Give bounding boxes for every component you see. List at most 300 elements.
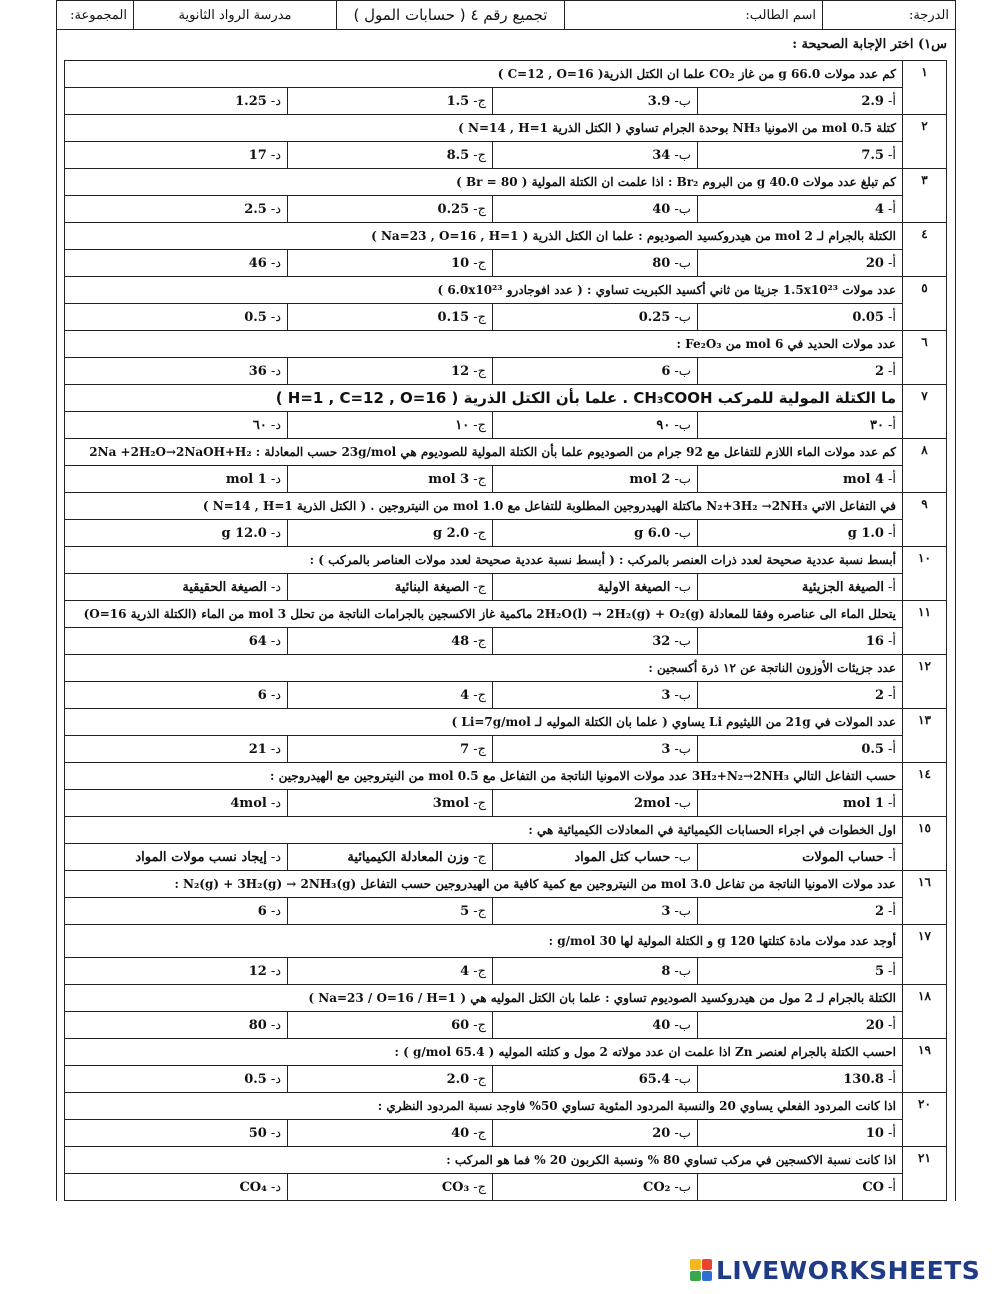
option-value: 21 bbox=[248, 741, 267, 757]
option-b[interactable] bbox=[493, 412, 698, 439]
option-c[interactable] bbox=[288, 358, 493, 385]
option-c[interactable] bbox=[288, 682, 493, 709]
question-stem: كم عدد مولات 66.0 g من غاز CO₂ علما ان الكتل الذرية( C=12 , O=16 ) bbox=[65, 61, 903, 88]
option-a[interactable] bbox=[698, 736, 903, 763]
option-value: وزن المعادلة الكيميائية bbox=[347, 849, 470, 865]
option-value: 0.5 bbox=[861, 741, 884, 757]
option-a[interactable] bbox=[698, 1012, 903, 1039]
question-row bbox=[65, 985, 947, 1012]
option-b[interactable] bbox=[493, 304, 698, 331]
option-label: ج- bbox=[473, 633, 486, 649]
option-c[interactable] bbox=[288, 898, 493, 925]
option-value: ٦٠ bbox=[252, 417, 267, 433]
option-b[interactable] bbox=[493, 574, 698, 601]
option-value: 40 bbox=[451, 1125, 470, 1141]
question-row bbox=[65, 439, 947, 466]
option-c[interactable] bbox=[288, 1012, 493, 1039]
option-a[interactable] bbox=[698, 412, 903, 439]
option-label: ج- bbox=[473, 687, 486, 703]
option-label: أ- bbox=[887, 309, 896, 325]
option-value: 80 bbox=[248, 1017, 267, 1033]
questions-table bbox=[64, 60, 947, 1201]
option-d[interactable] bbox=[65, 88, 288, 115]
option-d[interactable] bbox=[65, 412, 288, 439]
option-value: 1.5 bbox=[446, 93, 470, 109]
option-label: ب- bbox=[674, 579, 691, 595]
option-value: 1.25 bbox=[235, 93, 267, 109]
option-value: 3mol bbox=[432, 795, 470, 811]
option-label: ب- bbox=[674, 309, 691, 325]
option-b[interactable] bbox=[493, 1120, 698, 1147]
option-value: 40 bbox=[652, 201, 671, 217]
option-d[interactable] bbox=[65, 196, 288, 223]
option-label: د- bbox=[270, 687, 281, 703]
option-label: د- bbox=[270, 903, 281, 919]
option-d[interactable] bbox=[65, 790, 288, 817]
group-cell[interactable] bbox=[57, 1, 134, 30]
option-label: ج- bbox=[473, 93, 486, 109]
option-label: ج- bbox=[473, 579, 486, 595]
option-value: ١٠ bbox=[455, 417, 470, 433]
worksheet bbox=[56, 0, 956, 1201]
option-value: 48 bbox=[451, 633, 470, 649]
option-label: ب- bbox=[674, 471, 691, 487]
option-label: ب- bbox=[674, 741, 691, 757]
option-a[interactable] bbox=[698, 250, 903, 277]
option-label: ج- bbox=[473, 309, 486, 325]
option-value: 130.8 bbox=[843, 1071, 884, 1087]
option-b[interactable] bbox=[493, 790, 698, 817]
option-d[interactable] bbox=[65, 358, 288, 385]
worksheet-title: تجميع رقم ٤ ( حسابات المول ) bbox=[337, 1, 565, 30]
option-a[interactable] bbox=[698, 520, 903, 547]
option-label: أ- bbox=[887, 903, 896, 919]
question-row bbox=[65, 547, 947, 574]
option-value: الصيغة الاولية bbox=[597, 579, 671, 595]
option-value: 17 bbox=[248, 147, 267, 163]
question-row bbox=[65, 1039, 947, 1066]
option-value: 2 bbox=[874, 687, 884, 703]
option-value: CO₃ bbox=[441, 1179, 470, 1195]
option-label: أ- bbox=[887, 1071, 896, 1087]
question-row bbox=[65, 871, 947, 898]
question-row bbox=[65, 1147, 947, 1174]
option-value: 0.05 bbox=[852, 309, 884, 325]
question-row bbox=[65, 763, 947, 790]
option-label: أ- bbox=[887, 579, 896, 595]
option-d[interactable] bbox=[65, 1174, 288, 1201]
option-b[interactable] bbox=[493, 1066, 698, 1093]
option-label: أ- bbox=[887, 1179, 896, 1195]
option-label: د- bbox=[270, 363, 281, 379]
option-label: أ- bbox=[887, 1017, 896, 1033]
option-label: د- bbox=[270, 579, 281, 595]
option-c[interactable] bbox=[288, 790, 493, 817]
option-a[interactable] bbox=[698, 358, 903, 385]
option-label: ج- bbox=[473, 417, 486, 433]
option-d[interactable] bbox=[65, 250, 288, 277]
option-d[interactable] bbox=[65, 466, 288, 493]
option-d[interactable] bbox=[65, 574, 288, 601]
option-value: 2.9 bbox=[861, 93, 884, 109]
option-label: ب- bbox=[674, 93, 691, 109]
options-row bbox=[65, 628, 947, 655]
option-label: ج- bbox=[473, 1179, 486, 1195]
option-a[interactable] bbox=[698, 844, 903, 871]
option-label: ب- bbox=[674, 795, 691, 811]
option-a[interactable] bbox=[698, 574, 903, 601]
option-label: د- bbox=[270, 795, 281, 811]
grade-label: الدرجة: bbox=[908, 7, 949, 23]
school-name: مدرسة الرواد الثانوية bbox=[134, 1, 337, 30]
option-label: أ- bbox=[887, 963, 896, 979]
question-number: ٢ bbox=[903, 115, 947, 169]
option-value: 0.25 bbox=[638, 309, 671, 325]
option-d[interactable] bbox=[65, 520, 288, 547]
question-stem: كم تبلغ عدد مولات 40.0 g من البروم Br₂ : اذا علمت ان الكتلة المولية ( Br = 80 ) bbox=[65, 169, 903, 196]
option-d[interactable] bbox=[65, 1120, 288, 1147]
option-a[interactable] bbox=[698, 196, 903, 223]
options-row bbox=[65, 466, 947, 493]
options-row bbox=[65, 898, 947, 925]
option-value: 20 bbox=[652, 1125, 671, 1141]
option-label: ب- bbox=[674, 633, 691, 649]
option-value: 0.5 bbox=[244, 1071, 267, 1087]
options-row bbox=[65, 520, 947, 547]
question-stem: أوجد عدد مولات مادة كتلتها 120 g و الكتلة المولية لها 30 g/mol : bbox=[65, 925, 903, 958]
options-row bbox=[65, 958, 947, 985]
option-d[interactable] bbox=[65, 844, 288, 871]
option-label: ب- bbox=[674, 687, 691, 703]
question-stem: كتلة 0.5 mol من الامونيا NH₃ بوحدة الجرام تساوي ( الكتل الذرية N=14 , H=1 ) bbox=[65, 115, 903, 142]
option-label: أ- bbox=[887, 255, 896, 271]
options-row bbox=[65, 844, 947, 871]
option-value: الصيغة الحقيقية bbox=[182, 579, 267, 595]
option-label: أ- bbox=[887, 633, 896, 649]
logo-square bbox=[702, 1259, 713, 1270]
option-c[interactable] bbox=[288, 844, 493, 871]
question-number: ١٦ bbox=[903, 871, 947, 925]
option-d[interactable] bbox=[65, 628, 288, 655]
question-number: ٢٠ bbox=[903, 1093, 947, 1147]
option-b[interactable] bbox=[493, 682, 698, 709]
options-row bbox=[65, 790, 947, 817]
option-a[interactable] bbox=[698, 682, 903, 709]
option-label: ب- bbox=[674, 363, 691, 379]
options-row bbox=[65, 412, 947, 439]
option-a[interactable] bbox=[698, 1066, 903, 1093]
question-number: ١٥ bbox=[903, 817, 947, 871]
option-label: ج- bbox=[473, 963, 486, 979]
option-value: 8 bbox=[661, 963, 671, 979]
options-row bbox=[65, 682, 947, 709]
question-stem: عدد مولات الامونيا الناتجة من تفاعل 3.0 mol من النيتروجين مع كمية كافية من الهيدروجين حسب التفاعل N₂(g) + 3H₂(g) → 2NH₃(g) : bbox=[65, 871, 903, 898]
instruction: س١) اختر الإجابة الصحيحة : bbox=[56, 30, 956, 60]
options-row bbox=[65, 304, 947, 331]
question-row bbox=[65, 817, 947, 844]
logo-square bbox=[690, 1259, 701, 1270]
option-c[interactable] bbox=[288, 520, 493, 547]
option-d[interactable] bbox=[65, 682, 288, 709]
option-value: 6 bbox=[661, 363, 671, 379]
option-label: ب- bbox=[674, 963, 691, 979]
option-value: 36 bbox=[248, 363, 267, 379]
option-value: 64 bbox=[248, 633, 267, 649]
option-c[interactable] bbox=[288, 88, 493, 115]
option-a[interactable] bbox=[698, 88, 903, 115]
option-b[interactable] bbox=[493, 142, 698, 169]
option-c[interactable] bbox=[288, 196, 493, 223]
question-stem: حسب التفاعل التالي 3H₂+N₂→2NH₃ عدد مولات الامونيا الناتجة من التفاعل مع 0.5 mol من النيتروجين مع الهيدروجين : bbox=[65, 763, 903, 790]
option-value: 4 bbox=[460, 963, 470, 979]
option-label: ب- bbox=[674, 1017, 691, 1033]
option-c[interactable] bbox=[288, 412, 493, 439]
option-label: ب- bbox=[674, 1125, 691, 1141]
option-b[interactable] bbox=[493, 628, 698, 655]
question-stem: الكتلة بالجرام لـ 2 مول من هيدروكسيد الصوديوم تساوي : علما بان الكتل الموليه هي ( Na=23 / O=16 / H=1 ) bbox=[65, 985, 903, 1012]
option-value: 65.4 bbox=[638, 1071, 671, 1087]
options-row bbox=[65, 196, 947, 223]
option-d[interactable] bbox=[65, 142, 288, 169]
option-value: 0.25 bbox=[437, 201, 470, 217]
question-stem: احسب الكتلة بالجرام لعنصر Zn اذا علمت ان عدد مولاته 2 مول و كتلته الموليه ( 65.4 g/mol ) : bbox=[65, 1039, 903, 1066]
option-d[interactable] bbox=[65, 736, 288, 763]
option-label: ب- bbox=[674, 1179, 691, 1195]
option-value: 7.5 bbox=[861, 147, 884, 163]
question-stem: يتحلل الماء الى عناصره وفقا للمعادلة 2H₂O(l) → 2H₂(g) + O₂(g) ماكمية غاز الاكسجين بالجرامات الناتجة من تحلل 3 mol من الماء (الكتلة الذرية O=16) bbox=[65, 601, 903, 628]
option-value: 1.0 g bbox=[847, 525, 884, 541]
option-value: 1 mol bbox=[225, 471, 267, 487]
option-label: ب- bbox=[674, 903, 691, 919]
option-label: ج- bbox=[473, 471, 486, 487]
option-b[interactable] bbox=[493, 844, 698, 871]
question-row bbox=[65, 601, 947, 628]
question-stem: عدد مولات الحديد في 6 mol من Fe₂O₃ : bbox=[65, 331, 903, 358]
option-value: 32 bbox=[652, 633, 671, 649]
option-value: 10 bbox=[451, 255, 470, 271]
option-b[interactable] bbox=[493, 1174, 698, 1201]
option-d[interactable] bbox=[65, 958, 288, 985]
logo-text: LIVEWORKSHEETS bbox=[716, 1255, 981, 1285]
option-a[interactable] bbox=[698, 142, 903, 169]
option-b[interactable] bbox=[493, 466, 698, 493]
option-value: 12 bbox=[248, 963, 267, 979]
option-a[interactable] bbox=[698, 628, 903, 655]
option-value: 2.0 g bbox=[432, 525, 470, 541]
question-stem: اذا كانت نسبة الاكسجين في مركب تساوي 80 % ونسبة الكربون 20 % فما هو المركب : bbox=[65, 1147, 903, 1174]
option-label: أ- bbox=[887, 471, 896, 487]
header-table bbox=[56, 0, 956, 30]
option-label: ب- bbox=[674, 417, 691, 433]
option-label: د- bbox=[270, 255, 281, 271]
option-label: ب- bbox=[674, 201, 691, 217]
option-b[interactable] bbox=[493, 88, 698, 115]
option-value: 3 mol bbox=[428, 471, 470, 487]
grade-cell[interactable] bbox=[823, 1, 956, 30]
option-b[interactable] bbox=[493, 958, 698, 985]
question-number: ٥ bbox=[903, 277, 947, 331]
option-label: د- bbox=[270, 1017, 281, 1033]
option-value: 2 bbox=[874, 903, 884, 919]
option-label: ب- bbox=[674, 1071, 691, 1087]
options-row bbox=[65, 358, 947, 385]
student-label: اسم الطالب: bbox=[745, 7, 816, 23]
option-c[interactable] bbox=[288, 628, 493, 655]
student-cell[interactable] bbox=[565, 1, 823, 30]
option-label: ج- bbox=[473, 1125, 486, 1141]
option-value: حساب كتل المواد bbox=[574, 849, 671, 865]
option-value: إيجاد نسب مولات المواد bbox=[135, 849, 267, 865]
option-d[interactable] bbox=[65, 304, 288, 331]
option-b[interactable] bbox=[493, 898, 698, 925]
option-label: د- bbox=[270, 525, 281, 541]
option-value: 34 bbox=[652, 147, 671, 163]
option-c[interactable] bbox=[288, 466, 493, 493]
option-value: 4 bbox=[874, 201, 884, 217]
question-number: ١ bbox=[903, 61, 947, 115]
option-c[interactable] bbox=[288, 574, 493, 601]
option-b[interactable] bbox=[493, 520, 698, 547]
option-value: 3 bbox=[661, 741, 671, 757]
option-a[interactable] bbox=[698, 466, 903, 493]
option-label: ج- bbox=[473, 525, 486, 541]
option-value: 4 mol bbox=[843, 471, 884, 487]
option-d[interactable] bbox=[65, 1066, 288, 1093]
option-label: د- bbox=[270, 471, 281, 487]
option-value: CO bbox=[862, 1179, 884, 1195]
option-b[interactable] bbox=[493, 1012, 698, 1039]
question-number: ١٤ bbox=[903, 763, 947, 817]
question-row bbox=[65, 115, 947, 142]
option-label: د- bbox=[270, 147, 281, 163]
options-row bbox=[65, 142, 947, 169]
option-value: 2 bbox=[874, 363, 884, 379]
option-value: الصيغة الجزيئية bbox=[801, 579, 884, 595]
option-label: أ- bbox=[887, 795, 896, 811]
option-value: ٣٠ bbox=[870, 417, 884, 433]
option-label: ج- bbox=[473, 255, 486, 271]
option-c[interactable] bbox=[288, 736, 493, 763]
option-label: ب- bbox=[674, 255, 691, 271]
option-a[interactable] bbox=[698, 304, 903, 331]
options-row bbox=[65, 1174, 947, 1201]
options-row bbox=[65, 736, 947, 763]
question-row bbox=[65, 925, 947, 958]
option-value: 20 bbox=[865, 1017, 884, 1033]
option-value: 7 bbox=[460, 741, 470, 757]
question-number: ٨ bbox=[903, 439, 947, 493]
option-value: 46 bbox=[248, 255, 267, 271]
question-number: ١٠ bbox=[903, 547, 947, 601]
option-b[interactable] bbox=[493, 196, 698, 223]
option-label: ج- bbox=[473, 363, 486, 379]
option-value: 12.0 g bbox=[221, 525, 267, 541]
options-row bbox=[65, 1120, 947, 1147]
option-value: 4 bbox=[460, 687, 470, 703]
option-label: د- bbox=[270, 1179, 281, 1195]
option-value: CO₄ bbox=[239, 1179, 267, 1195]
question-row bbox=[65, 709, 947, 736]
option-label: د- bbox=[270, 741, 281, 757]
option-d[interactable] bbox=[65, 898, 288, 925]
option-label: ج- bbox=[473, 903, 486, 919]
question-stem: في التفاعل الاتي N₂+3H₂ →2NH₃ ماكتلة الهيدروجين المطلوبة للتفاعل مع 1.0 mol من النيتروجين . ( الكتل الذرية N=14 , H=1 ) bbox=[65, 493, 903, 520]
question-row bbox=[65, 655, 947, 682]
logo-square bbox=[690, 1271, 701, 1282]
option-a[interactable] bbox=[698, 1120, 903, 1147]
option-value: 50 bbox=[248, 1125, 267, 1141]
questions-container bbox=[56, 60, 956, 1201]
question-number: ٦ bbox=[903, 331, 947, 385]
option-value: 3.9 bbox=[647, 93, 671, 109]
options-row bbox=[65, 88, 947, 115]
option-b[interactable] bbox=[493, 358, 698, 385]
option-value: 2.5 bbox=[244, 201, 267, 217]
option-label: ج- bbox=[473, 795, 486, 811]
question-number: ١٣ bbox=[903, 709, 947, 763]
option-c[interactable] bbox=[288, 958, 493, 985]
question-number: ٢١ bbox=[903, 1147, 947, 1201]
group-label: المجموعة: bbox=[70, 7, 127, 23]
logo-icon bbox=[690, 1259, 712, 1281]
question-number: ١٢ bbox=[903, 655, 947, 709]
option-d[interactable] bbox=[65, 1012, 288, 1039]
question-number: ١٧ bbox=[903, 925, 947, 985]
question-number: ١٩ bbox=[903, 1039, 947, 1093]
option-value: 16 bbox=[865, 633, 884, 649]
option-label: أ- bbox=[887, 417, 896, 433]
option-label: أ- bbox=[887, 741, 896, 757]
option-label: ب- bbox=[674, 147, 691, 163]
option-value: 20 bbox=[865, 255, 884, 271]
question-number: ١١ bbox=[903, 601, 947, 655]
option-label: د- bbox=[270, 201, 281, 217]
option-c[interactable] bbox=[288, 1174, 493, 1201]
option-b[interactable] bbox=[493, 250, 698, 277]
option-c[interactable] bbox=[288, 142, 493, 169]
option-b[interactable] bbox=[493, 736, 698, 763]
option-c[interactable] bbox=[288, 304, 493, 331]
option-a[interactable] bbox=[698, 790, 903, 817]
option-label: ج- bbox=[473, 849, 486, 865]
option-value: 0.15 bbox=[437, 309, 470, 325]
option-label: ج- bbox=[473, 1071, 486, 1087]
option-label: ج- bbox=[473, 201, 486, 217]
option-value: حساب المولات bbox=[802, 849, 884, 865]
question-stem: عدد جزيئات الأوزون الناتجة عن ١٢ ذرة أكسجين : bbox=[65, 655, 903, 682]
option-label: د- bbox=[270, 93, 281, 109]
question-number: ٩ bbox=[903, 493, 947, 547]
question-row bbox=[65, 1093, 947, 1120]
option-a[interactable] bbox=[698, 1174, 903, 1201]
option-value: 6.0 g bbox=[634, 525, 671, 541]
option-value: 1 mol bbox=[843, 795, 884, 811]
option-value: 2.0 bbox=[446, 1071, 470, 1087]
option-c[interactable] bbox=[288, 1066, 493, 1093]
option-a[interactable] bbox=[698, 898, 903, 925]
option-value: 40 bbox=[652, 1017, 671, 1033]
option-value: 5 bbox=[874, 963, 884, 979]
option-value: 5 bbox=[460, 903, 470, 919]
option-label: ب- bbox=[674, 525, 691, 541]
option-c[interactable] bbox=[288, 250, 493, 277]
option-a[interactable] bbox=[698, 958, 903, 985]
option-label: د- bbox=[270, 963, 281, 979]
question-stem: عدد المولات في 21g من الليثيوم Li يساوي ( علما بان الكتلة الموليه لـ Li=7g/mol ) bbox=[65, 709, 903, 736]
question-row bbox=[65, 385, 947, 412]
question-number: ٤ bbox=[903, 223, 947, 277]
option-c[interactable] bbox=[288, 1120, 493, 1147]
